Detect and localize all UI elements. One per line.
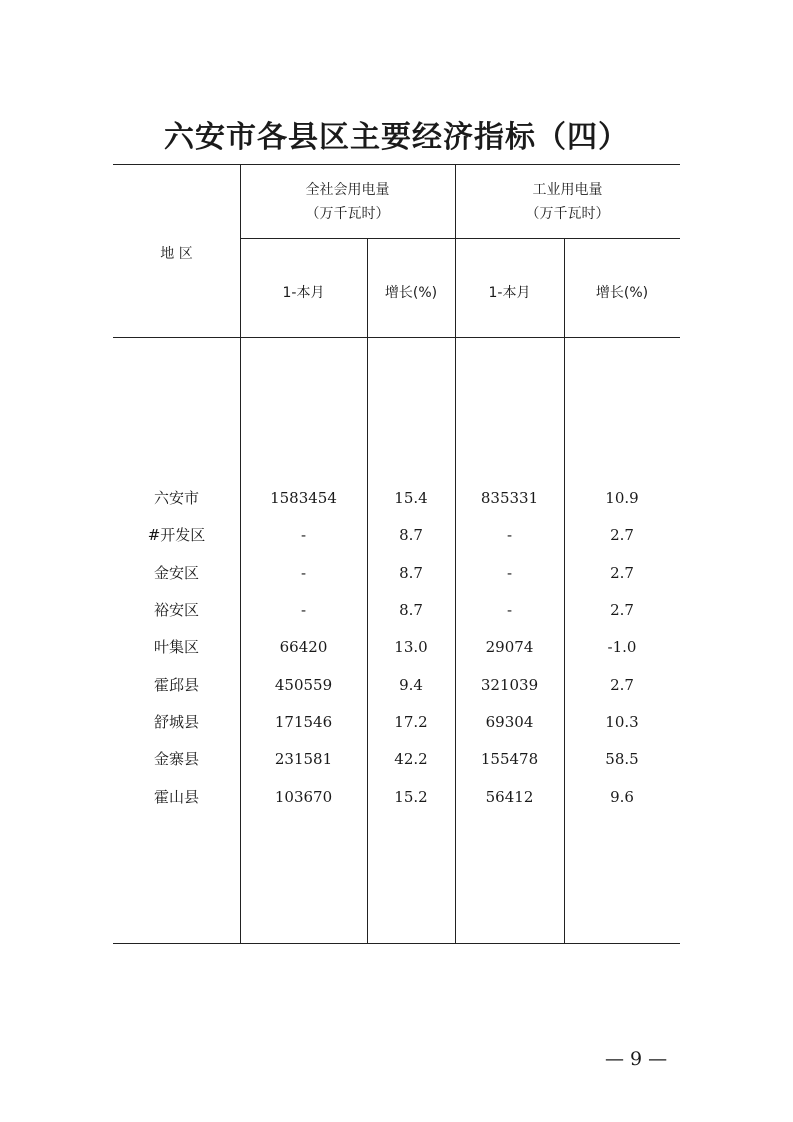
cell-industrial-growth: 2.7	[610, 526, 634, 544]
header-sub-growth-1: 增长(%)	[384, 285, 438, 301]
cell-industrial-cumulative: 155478	[480, 750, 539, 768]
cell-total-growth: 42.2	[394, 750, 428, 768]
header-bottom-border	[113, 337, 680, 338]
table-row	[113, 749, 680, 769]
header-group-total-name: 全社会用电量	[305, 182, 390, 198]
cell-total-cumulative: -	[300, 564, 307, 582]
cell-industrial-cumulative: 56412	[485, 788, 534, 806]
cell-total-cumulative: -	[300, 526, 307, 544]
cell-industrial-cumulative: -	[506, 601, 513, 619]
cell-total-growth: 15.2	[394, 788, 428, 806]
table-row	[113, 525, 680, 545]
cell-total-growth: 15.4	[394, 489, 428, 507]
cell-industrial-cumulative: 69304	[485, 713, 534, 731]
header-sub-cumulative-2: 1-本月	[488, 285, 531, 301]
cell-region: 舒城县	[153, 713, 199, 731]
cell-industrial-growth: 58.5	[605, 750, 639, 768]
cell-industrial-growth: -1.0	[607, 638, 637, 656]
table-top-border	[113, 164, 680, 165]
cell-total-cumulative: 231581	[274, 750, 333, 768]
table-row	[113, 637, 680, 657]
cell-industrial-cumulative: 29074	[485, 638, 534, 656]
column-divider-2	[367, 238, 368, 943]
cell-region: 金安区	[153, 564, 199, 582]
cell-industrial-cumulative: 321039	[480, 676, 539, 694]
cell-total-growth: 8.7	[399, 601, 423, 619]
cell-industrial-growth: 2.7	[610, 676, 634, 694]
header-sub-growth-2: 增长(%)	[595, 285, 649, 301]
cell-total-cumulative: 103670	[274, 788, 333, 806]
cell-region: 六安市	[153, 489, 199, 507]
column-divider-1	[240, 164, 241, 943]
table-row	[113, 488, 680, 508]
cell-total-growth: 8.7	[399, 526, 423, 544]
cell-region: 霍山县	[153, 788, 199, 806]
header-divider	[240, 238, 680, 239]
cell-total-cumulative: 450559	[274, 676, 333, 694]
table-row	[113, 563, 680, 583]
cell-total-cumulative: 171546	[274, 713, 333, 731]
page-number: — 9 —	[605, 1048, 668, 1070]
table-bottom-border	[113, 943, 680, 944]
cell-total-growth: 13.0	[394, 638, 428, 656]
cell-total-growth: 9.4	[399, 676, 423, 694]
cell-total-cumulative: 1583454	[270, 489, 337, 507]
cell-industrial-cumulative: -	[506, 526, 513, 544]
cell-industrial-growth: 2.7	[610, 564, 634, 582]
table-row	[113, 712, 680, 732]
cell-industrial-growth: 10.9	[605, 489, 639, 507]
cell-industrial-growth: 9.6	[610, 788, 634, 806]
page-title: 六安市各县区主要经济指标（四）	[164, 120, 629, 155]
cell-industrial-cumulative: 835331	[480, 489, 539, 507]
header-sub-cumulative-1: 1-本月	[282, 285, 325, 301]
header-group-total-electricity	[240, 178, 455, 226]
cell-total-growth: 8.7	[399, 564, 423, 582]
cell-industrial-growth: 10.3	[605, 713, 639, 731]
header-group-industrial-electricity	[455, 178, 680, 226]
column-divider-4	[564, 238, 565, 943]
cell-industrial-growth: 2.7	[610, 601, 634, 619]
cell-total-cumulative: -	[300, 601, 307, 619]
cell-industrial-cumulative: -	[506, 564, 513, 582]
cell-region: 裕安区	[153, 601, 199, 619]
cell-region: #开发区	[147, 526, 206, 544]
table-row	[113, 787, 680, 807]
header-group-industrial-unit: （万千瓦时）	[525, 206, 610, 222]
header-group-total-unit: （万千瓦时）	[305, 206, 390, 222]
table-row	[113, 600, 680, 620]
header-group-industrial-name: 工业用电量	[532, 182, 603, 198]
cell-region: 叶集区	[153, 638, 199, 656]
column-divider-3	[455, 164, 456, 943]
cell-total-growth: 17.2	[394, 713, 428, 731]
cell-region: 金寨县	[153, 750, 199, 768]
cell-region: 霍邱县	[153, 676, 199, 694]
table-row	[113, 675, 680, 695]
header-region: 地 区	[160, 246, 193, 262]
cell-total-cumulative: 66420	[279, 638, 328, 656]
